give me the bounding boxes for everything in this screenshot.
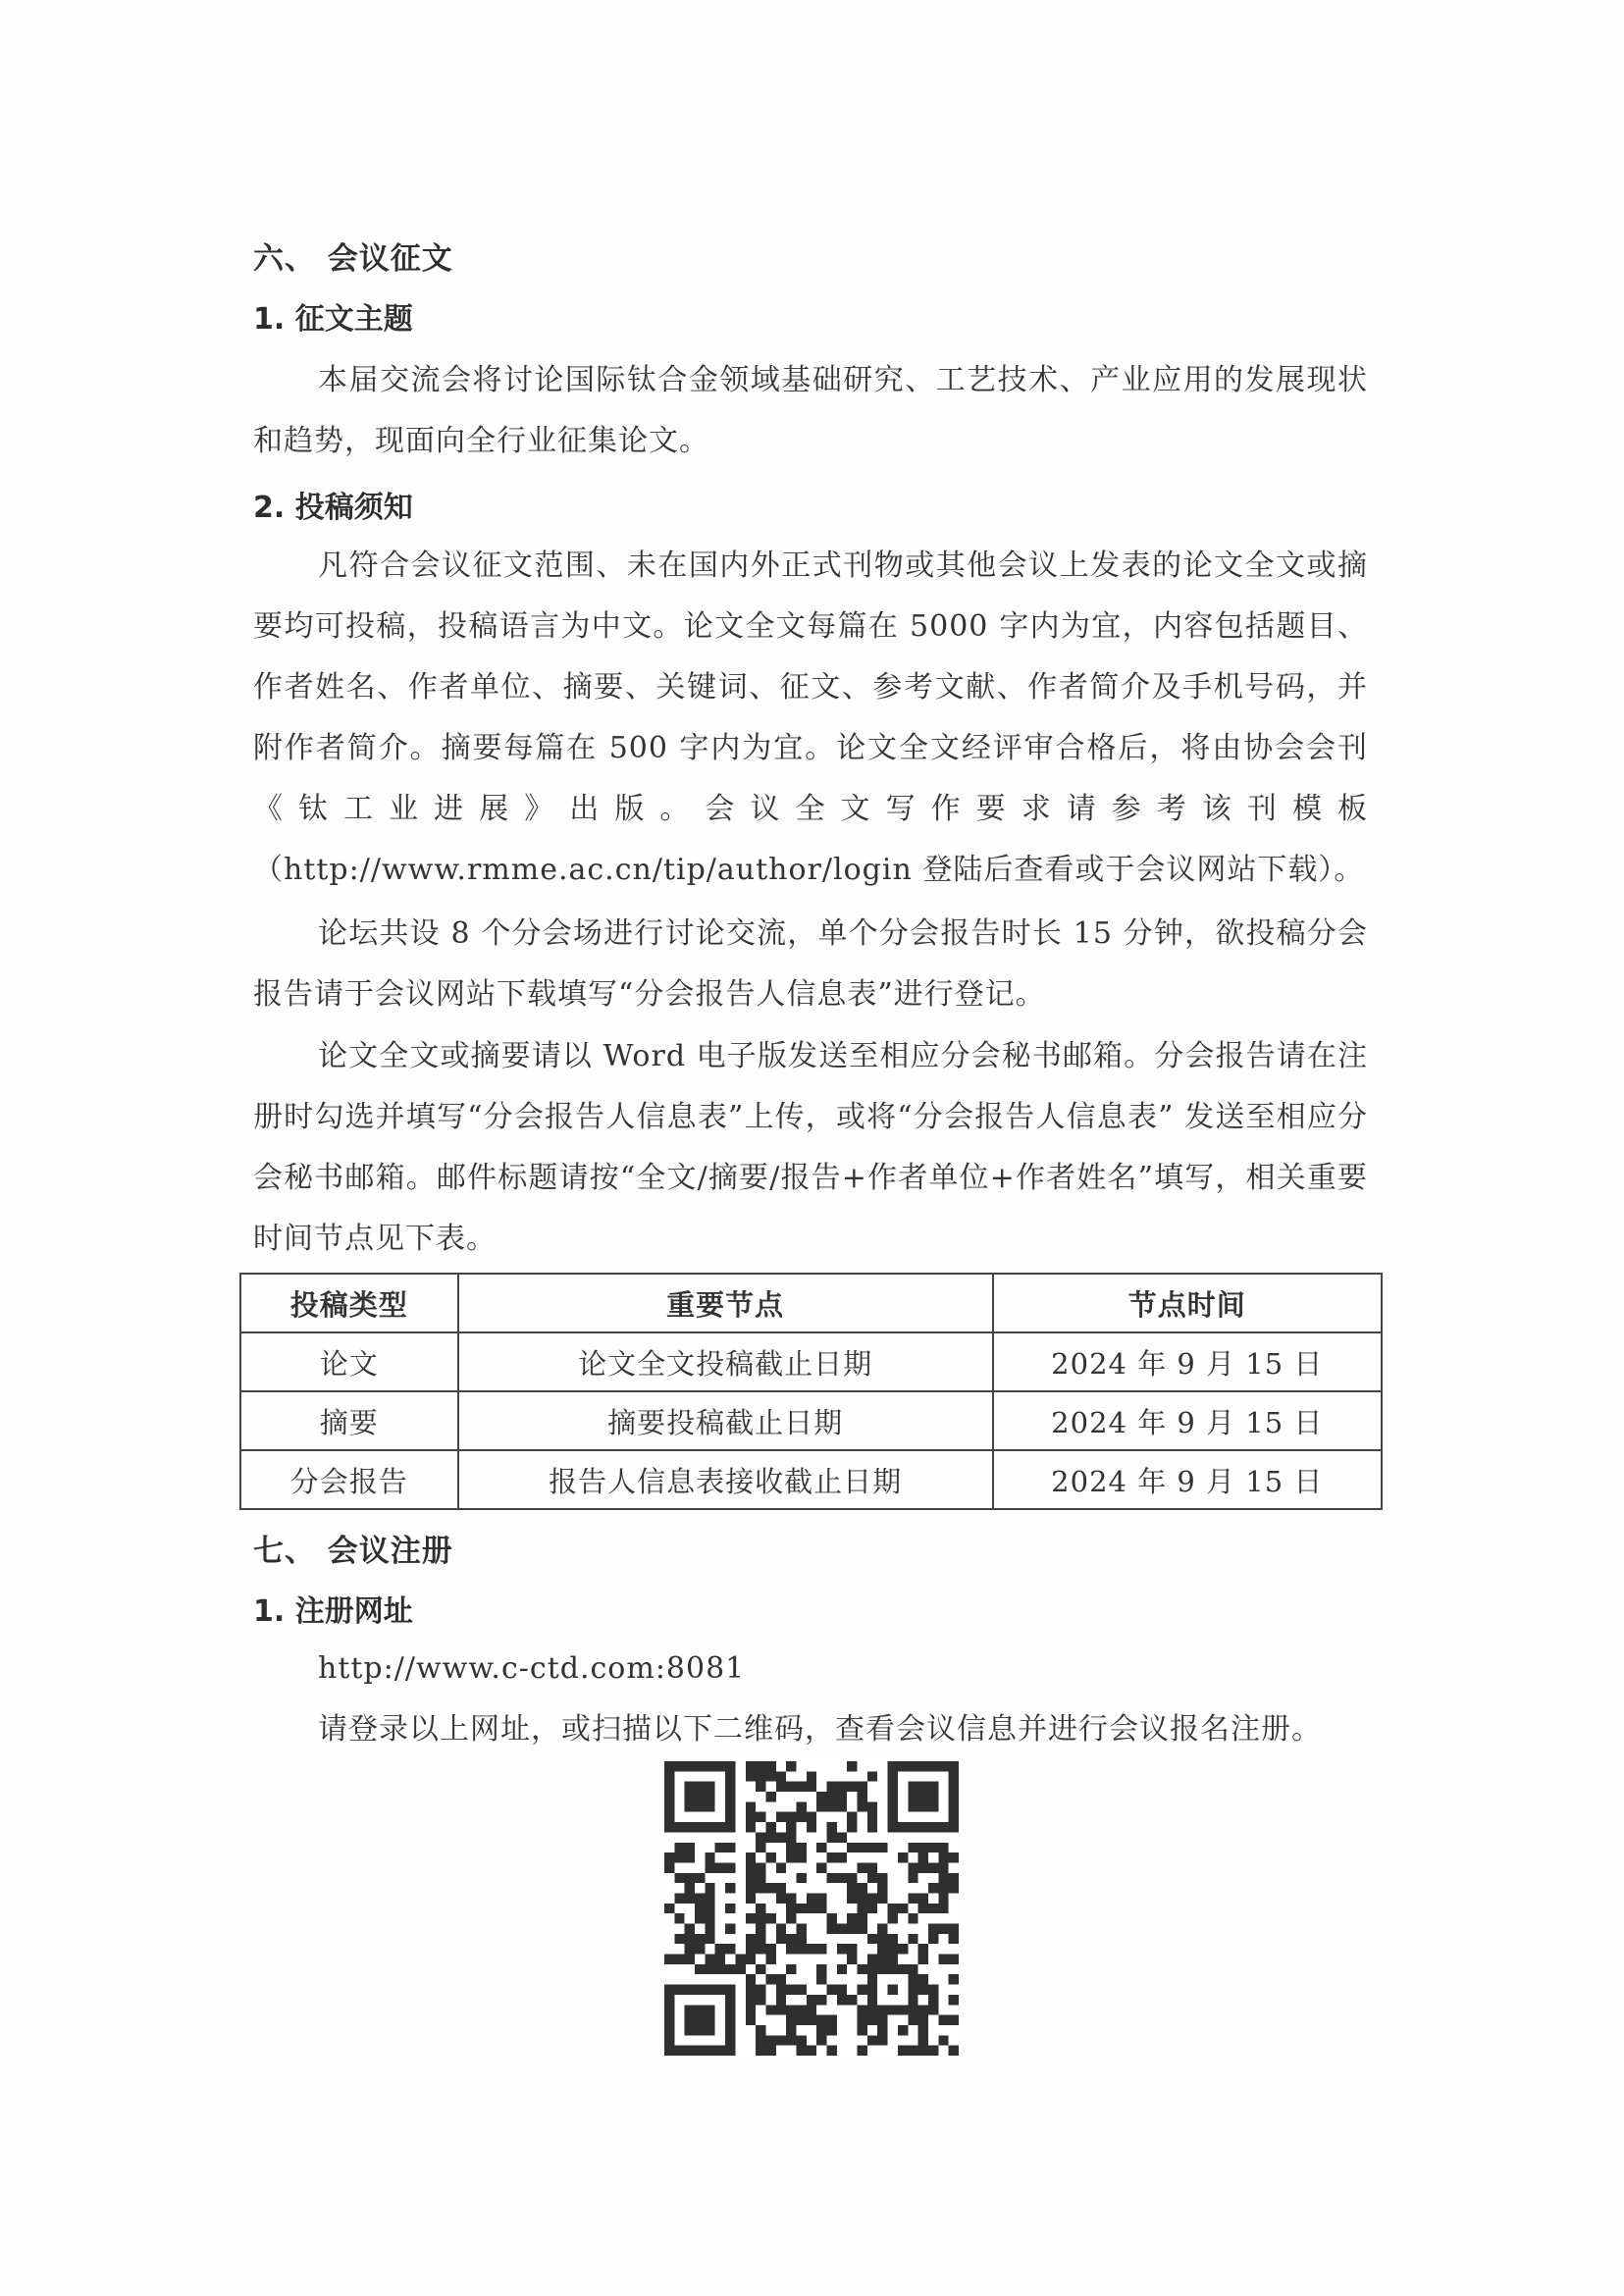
- table-cell-milestone: 摘要投稿截止日期: [458, 1391, 993, 1450]
- paragraph-submission-requirements: 凡符合会议征文范围、未在国内外正式刊物或其他会议上发表的论文全文或摘要均可投稿，投稿语言为中文。论文全文每篇在 5000 字内为宜，内容包括题目、作者姓名、作者单位、摘要、关键词、征文、参考文献、作者简介及手机号码，并附作者简介。摘要每篇在 500 字内为宜。论文全文经评审合格后，将由协会会刊《钛工业进展》出版。会议全文写作要求请参考该刊模板（http://www.rmme.ac.cn/tip/author/login 登陆后查看或于会议网站下载）。: [253, 548, 1368, 887]
- deadlines-table: [239, 1273, 1383, 1510]
- section-heading-call-for-papers: 六、 会议征文: [253, 241, 453, 277]
- subheading-registration-url: 1. 注册网址: [253, 1594, 413, 1629]
- subheading-paper-topic: 1. 征文主题: [253, 302, 413, 337]
- qr-code-icon[interactable]: [664, 1761, 959, 2056]
- table-cell-type: 论文: [240, 1332, 458, 1391]
- table-cell-date: 2024 年 9 月 15 日: [993, 1450, 1382, 1509]
- table-cell-date: 2024 年 9 月 15 日: [993, 1391, 1382, 1450]
- paragraph-submission-email: 论文全文或摘要请以 Word 电子版发送至相应分会秘书邮箱。分会报告请在注册时勾选并填写“分会报告人信息表”上传，或将“分会报告人信息表” 发送至相应分会秘书邮箱。邮件标题请按“全文/摘要/报告+作者单位+作者姓名”填写，相关重要时间节点见下表。: [253, 1039, 1368, 1256]
- table-cell-type: 分会报告: [240, 1450, 458, 1509]
- registration-instruction: 请登录以上网址，或扫描以下二维码，查看会议信息并进行会议报名注册。: [318, 1712, 1322, 1747]
- table-header-cell: 投稿类型: [240, 1274, 458, 1332]
- table-header-cell: 重要节点: [458, 1274, 993, 1332]
- table-header-cell: 节点时间: [993, 1274, 1382, 1332]
- paragraph-parallel-sessions: 论坛共设 8 个分会场进行讨论交流，单个分会报告时长 15 分钟，欲投稿分会报告请于会议网站下载填写“分会报告人信息表”进行登记。: [253, 916, 1368, 1012]
- section-heading-registration: 七、 会议注册: [253, 1534, 453, 1569]
- table-row: [240, 1332, 1382, 1391]
- table-row: [240, 1450, 1382, 1509]
- table-cell-milestone: 报告人信息表接收截止日期: [458, 1450, 993, 1509]
- paragraph-paper-topic: 本届交流会将讨论国际钛合金领域基础研究、工艺技术、产业应用的发展现状和趋势，现面向全行业征集论文。: [253, 363, 1368, 458]
- table-cell-milestone: 论文全文投稿截止日期: [458, 1332, 993, 1391]
- table-header-row: [240, 1274, 1382, 1332]
- table-row: [240, 1391, 1382, 1450]
- registration-url-link[interactable]: http://www.c-ctd.com:8081: [318, 1651, 746, 1686]
- table-cell-date: 2024 年 9 月 15 日: [993, 1332, 1382, 1391]
- subheading-submission-notes: 2. 投稿须知: [253, 491, 413, 525]
- table-cell-type: 摘要: [240, 1391, 458, 1450]
